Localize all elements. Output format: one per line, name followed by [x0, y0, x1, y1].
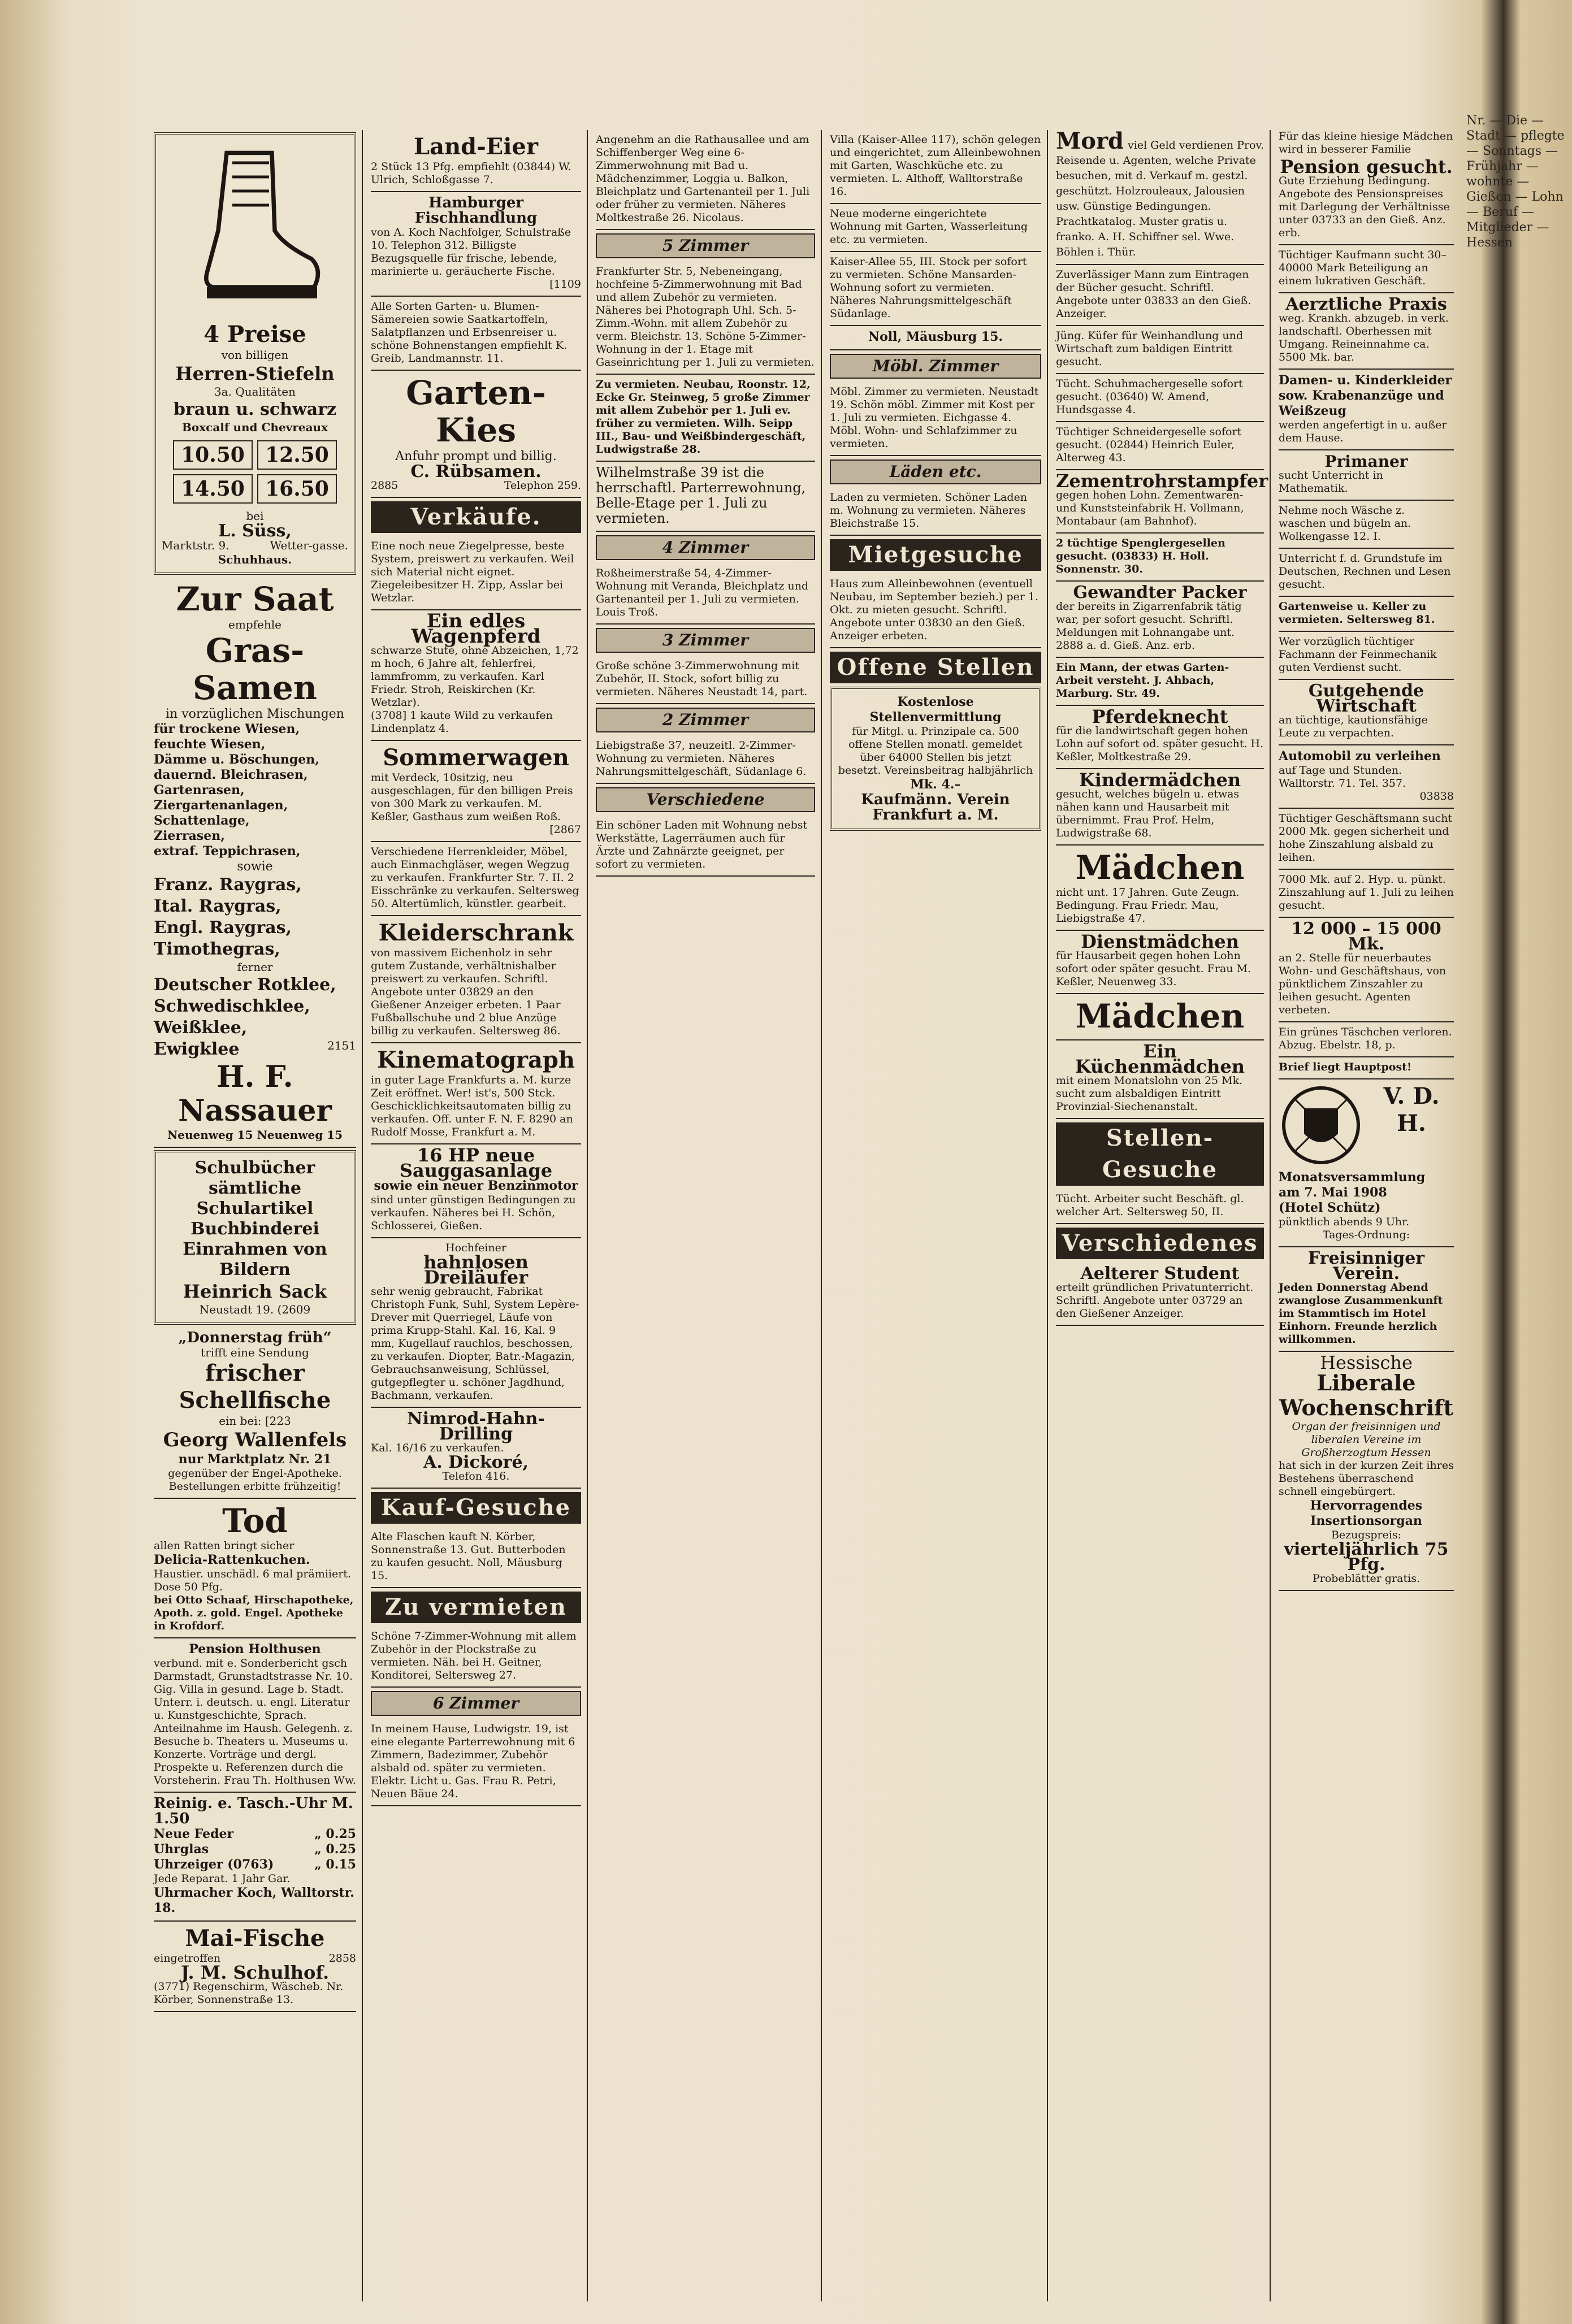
seed-type-0: Franz. Raygras,	[154, 875, 302, 895]
kleider-body: von massivem Eichenholz in sehr gutem Zustande, verhältnishalber preiswert zu verkaufen. Schriftl. Angebote unter 03829 an den Gießener Anzeiger erbeten. 1 Paar Fußballschuhe und 2 blue Anzüge billig zu verkaufen. Seltersweg 86.	[371, 947, 561, 1037]
fish-bei-row	[154, 1414, 356, 1428]
waesche-ad: Nehme noch Wäsche z. waschen und bügeln an. Wolkengasse 12. I.	[1279, 501, 1454, 549]
kueche-ad	[1056, 1040, 1264, 1119]
column-6	[1273, 130, 1460, 2301]
tod-ad	[154, 1499, 356, 1638]
press-ad: Eine noch neue Ziegelpresse, beste System, preiswert zu verkaufen. Weil sich Material nicht eignet. Ziegeleibesitzer H. Zipp, Asslar bei Wetzlar.	[371, 536, 581, 610]
school-ad	[154, 1150, 356, 1325]
sommerwagen-code: [2867	[549, 823, 581, 836]
z3-body: Große schöne 3-Zimmerwohnung mit Zubehör, II. Stock, sofort billig zu vermieten. Näheres Neustadt 14, part.	[596, 656, 815, 704]
kino-ad	[371, 1043, 581, 1144]
stellen-body: Tücht. Arbeiter sucht Beschäft. gl. welcher Art. Seltersweg 50, II.	[1056, 1189, 1264, 1224]
kinder-title: Kindermädchen	[1079, 769, 1241, 791]
dienst-body: für Hausarbeit gegen hohen Lohn sofort oder später gesucht. Frau M. Keßler, Neuenweg 33.	[1056, 949, 1251, 988]
boot-shop: L. Süss,	[218, 521, 292, 541]
kaufm-title: Kostenlose Stellenvermittlung	[869, 695, 1002, 725]
big-money-title: 12 000 – 15 000 Mk.	[1291, 919, 1441, 954]
hessische-probe: Probeblätter gratis.	[1313, 1572, 1420, 1585]
seed-title: Zur Saat	[176, 580, 334, 618]
seed-recommend: empfehle	[228, 618, 282, 631]
tod-body: Haustier. unschädl. 6 mal prämiiert. Dose 50 Pfg.	[154, 1568, 351, 1593]
tod-sellers: bei Otto Schaaf, Hirschapotheke, Apoth. z. gold. Engel. Apotheke in Krofdorf.	[154, 1594, 354, 1632]
mord-title: Mord	[1056, 130, 1124, 154]
school-name: Heinrich Sack	[183, 1281, 327, 1302]
kinder-ad	[1056, 769, 1264, 846]
horse-ad	[371, 610, 581, 741]
seed-line-3: Dämme u. Böschungen,	[154, 752, 319, 767]
school-line-0: Schulbücher	[194, 1158, 315, 1178]
packer-ad	[1056, 582, 1264, 658]
vdh-date: am 7. Mai 1908	[1279, 1185, 1387, 1200]
geld-ad: Tüchtiger Geschäftsmann sucht 2000 Mk. gegen sicherheit und hohe Zinszahlung alsbald zu leihen.	[1279, 809, 1454, 870]
seed-line-0: in vorzüglichen Mischungen	[166, 707, 344, 721]
fishshop-body: von A. Koch Nachfolger, Schulstraße 10. Telephon 312. Billigste Bezugsquelle für frische, lebende, marinierte u. geräucherte Fische.	[371, 226, 571, 278]
gas-ad	[371, 1144, 581, 1238]
praxis-body: weg. Krankh. abzugeb. in verk. landschaftl. Oberhessen mit Umgang. Reineinnahme ca. 5500 Mk. bar.	[1279, 312, 1449, 363]
damen-body: werden angefertigt in u. außer dem Hause.	[1279, 419, 1447, 444]
section-laden: Läden etc.	[830, 459, 1041, 484]
seed-line-7: Schattenlage,	[154, 813, 250, 828]
tod-product: Delicia-Rattenkuchen.	[154, 1553, 310, 1567]
clock-ad	[154, 1793, 356, 1922]
maedchen2-title: Mädchen	[1075, 997, 1245, 1035]
boot-addr-right: Wetter-gasse.	[270, 539, 348, 552]
vermieten-body: Schöne 7-Zimmer-Wohnung mit allem Zubehör in der Plockstraße zu vermieten. Näh. bei H. Geitner, Konditorei, Seltersweg 27.	[371, 1627, 581, 1688]
fishshop-ad	[371, 192, 581, 297]
rooms-ad: Kaiser-Allee 55, III. Stock per sofort zu vermieten. Schöne Mansarden-Wohnung sofort zu vermieten. Näheres Nahrungsmittelgeschäft Südanlage.	[830, 252, 1041, 326]
drilling-ad	[371, 1408, 581, 1489]
c6-top: Für das kleine hiesige Mädchen wird in besserer Familie	[1279, 130, 1453, 155]
student-ad	[1056, 1263, 1264, 1326]
clock-note: Jede Reparat. 1 Jahr Gar.	[154, 1872, 291, 1885]
boot-title: 4 Preise	[203, 321, 306, 348]
fishshop-code: [1109	[549, 278, 581, 290]
zement-title: Zementrohrstampfer	[1056, 470, 1268, 492]
clock-row-0-label: Neue Feder	[154, 1827, 234, 1841]
primaner-ad	[1279, 450, 1454, 501]
boot-ad	[154, 132, 356, 575]
kaufm-ad	[830, 687, 1041, 831]
auto-code: 03838	[1419, 790, 1454, 803]
seed-clover-2: Weißklee,	[154, 1018, 248, 1038]
wilhelm-ad: Wilhelmstraße 39 ist die herrschaftl. Parterrewohnung, Belle-Etage per 1. Juli zu vermieten.	[596, 462, 815, 532]
mord-ad	[1056, 130, 1264, 265]
big-money-body: an 2. Stelle für neuerbautes Wohn- und Geschäftshaus, von pünktlichem Zinszahler zu leihen gesucht. Agenten verbeten.	[1279, 952, 1447, 1016]
seed-line-8: Zierrasen,	[154, 829, 225, 843]
verein-ad	[1279, 1247, 1454, 1352]
column-5	[1050, 130, 1271, 2301]
misc-sales-ad: Verschiedene Herrenkleider, Möbel, auch Einmachgläser, wegen Wegzug zu verkaufen. Frankfurter Str. 7. II. 2 Eisschränke zu verkaufen. Seltersweg 50. Altertümlich, künstler. gearbeit.	[371, 842, 581, 916]
vdh-agenda: Tages-Ordnung:	[1322, 1229, 1410, 1241]
auto-ad	[1279, 745, 1454, 809]
wer-ad: Wer vorzüglich tüchtiger Fachmann der Feinmechanik guten Verdienst sucht.	[1279, 632, 1454, 680]
maifish-title: Mai-Fische	[185, 1925, 325, 1952]
hyp-ad: 7000 Mk. auf 2. Hyp. u. pünkt. Zinszahlung auf 1. Juli zu leihen gesucht.	[1279, 870, 1454, 918]
clock-row-2-label: Uhrzeiger (0763)	[154, 1857, 274, 1872]
kueche-body: mit einem Monatslohn von 25 Mk. sucht zum alsbaldigen Eintritt Provinzial-Siechenanstalt.	[1056, 1074, 1243, 1113]
post-ad: Brief liegt Hauptpost!	[1279, 1057, 1454, 1079]
kauf-body: Alte Flaschen kauft N. Körber, Sonnenstraße 13. Gut. Butterboden zu kaufen gesucht. Noll, Mäusburg 15.	[371, 1527, 581, 1588]
seed-line-1: für trockene Wiesen,	[154, 722, 300, 736]
vdh-sub: Monatsversammlung	[1279, 1170, 1426, 1185]
ahbach-ad: Ein Mann, der etwas Garten-Arbeit versteht. J. Ahbach, Marburg. Str. 49.	[1056, 658, 1264, 706]
fish-name: Georg Wallenfels	[163, 1429, 347, 1451]
seed-line-5: Gartenrasen,	[154, 783, 245, 797]
eggs-title: Land-Eier	[414, 133, 538, 160]
hessische-body: hat sich in der kurzen Zeit ihres Bestehens überraschend schnell eingebürgert.	[1279, 1459, 1454, 1498]
section-5zimmer: 5 Zimmer	[596, 233, 815, 258]
seed-type-2: Engl. Raygras,	[154, 918, 292, 938]
school-addr: Neustadt 19.	[199, 1303, 274, 1316]
schuh-ad: Tücht. Schuhmachergeselle sofort gesucht. (03640) W. Amend, Hundsgasse 4.	[1056, 374, 1264, 422]
unterricht-ad: Unterricht f. d. Grundstufe im Deutschen, Rechnen und Lesen gesucht.	[1279, 549, 1454, 597]
drilling-phone: Telefon 416.	[442, 1470, 510, 1482]
maedchen2-ad	[1056, 994, 1264, 1040]
versch-body: Ein schöner Laden mit Wohnung nebst Werkstätte, Lagerräumen auch für Ärzte und Zahnärzte geeignet, per sofort zu vermieten.	[596, 816, 815, 877]
wirtschaft-body: an tüchtige, kautionsfähige Leute zu verpachten.	[1279, 714, 1428, 739]
zimmer6-body: In meinem Hause, Ludwigstr. 19, ist eine elegante Parterrewohnung mit 6 Zimmern, Badezimmer, Zubehör alsbald od. später zu vermieten. Elektr. Licht u. Gas. Frau R. Petri, Neuen Bäue 24.	[371, 1719, 581, 1806]
schneider-ad: Tüchtiger Schneidergeselle sofort gesucht. (02844) Heinrich Euler, Alterweg 43.	[1056, 422, 1264, 470]
fish-item: frischer Schellfische	[179, 1360, 331, 1414]
hessische-price: vierteljährlich 75 Pfg.	[1284, 1540, 1449, 1575]
horse-title: Ein edles Wagenpferd	[411, 610, 541, 648]
adjacent-page-edge: Nr. — Die — Stadt — pflegte — Sonntags — Frühjahr — wohnte — Gießen — Lohn — Beruf — Mitglieder — Hessen	[1466, 114, 1565, 250]
section-moebl: Möbl. Zimmer	[830, 354, 1041, 379]
boot-addr-left: Marktstr. 9.	[162, 539, 229, 552]
seed-line-6: Ziergartenanlagen,	[154, 798, 288, 813]
boot-colors: braun u. schwarz	[173, 400, 337, 419]
verein-body: Jeden Donnerstag Abend zwanglose Zusammenkunft im Stammtisch im Hotel Einhorn. Freunde herzlich willkommen.	[1279, 1281, 1443, 1346]
section-offene: Offene Stellen	[830, 652, 1041, 683]
gas-title: 16 HP neue Sauggasanlage	[399, 1144, 553, 1181]
mann-ad: Zuverlässiger Mann zum Eintragen der Bücher gesucht. Schriftl. Angebote unter 03833 an den Gieß. Anzeiger.	[1056, 265, 1264, 326]
fish-bei: ein bei:	[219, 1414, 262, 1428]
primaner-body: sucht Unterricht in Mathematik.	[1279, 469, 1383, 495]
pferde-ad	[1056, 706, 1264, 769]
maedchen1-title: Mädchen	[1075, 848, 1245, 887]
fishshop-title: Hamburger Fischhandlung	[414, 194, 538, 227]
spengler-ad: 2 tüchtige Spenglergesellen gesucht. (03833) H. Holl. Sonnenstr. 30.	[1056, 534, 1264, 582]
auto-body: auf Tage und Stunden. Walltorstr. 71. Tel. 357.	[1279, 764, 1406, 790]
seed-line-2: feuchte Wiesen,	[154, 737, 266, 752]
kies-ad	[371, 371, 581, 498]
drilling-body: Kal. 16/16 zu verkaufen.	[371, 1442, 504, 1454]
kinder-body: gesucht, welches bügeln u. etwas nähen kann und Hausarbeit mit übernimmt. Frau Prof. Helm, Ludwigstraße 68.	[1056, 788, 1240, 839]
kies-code: 2885	[371, 479, 399, 492]
fish-ad	[154, 1327, 356, 1499]
pension6-title: Pension gesucht.	[1280, 156, 1453, 177]
seipp-ad: Zu vermieten. Neubau, Roonstr. 12, Ecke Gr. Steinweg, 5 große Zimmer mit allem Zubehör per 1. Juli ev. früher zu vermieten. Wilh. Seipp III., Bau- und Weißbindergeschäft, Ludwigstraße 28.	[596, 375, 815, 462]
z2-body: Liebigstraße 37, neuzeitl. 2-Zimmer-Wohnung zu vermieten. Näheres Nahrungsmittelgeschäft, Südanlage 6.	[596, 736, 815, 784]
miet-body: Haus zum Alleinbewohnen (eventuell Neubau, im September bezieh.) per 1. Okt. zu mieten gesucht. Schriftl. Angebote unter 03830 an den Gieß. Anzeiger erbeten.	[830, 574, 1041, 648]
z5-body: Frankfurter Str. 5, Nebeneingang, hochfeine 5-Zimmerwohnung mit Bad und allem Zubehör zu vermieten. Näheres bei Photograph Uhl. Sch. 5-Zimm.-Wohn. mit allem Zubehör zu verm. Bleichstr. 13. Schöne 5-Zimmer-Wohnung in der 1. Etage mit Gaseinrichtung per 1. Juli zu vermieten.	[596, 262, 815, 375]
boot-quality: 3a. Qualitäten	[214, 385, 296, 398]
gartenweise-ad: Gartenweise u. Keller zu vermieten. Seltersweg 81.	[1279, 597, 1454, 632]
draisine-ad	[371, 1238, 581, 1408]
kies-name: C. Rübsamen.	[410, 462, 542, 482]
wirtschaft-ad	[1279, 680, 1454, 745]
kleider-ad	[371, 916, 581, 1043]
seed-type-1: Ital. Raygras,	[154, 896, 282, 916]
maifish-name: J. M. Schulhof.	[180, 1962, 330, 1983]
praxis-ad	[1279, 293, 1454, 370]
kino-body: in guter Lage Frankfurts a. M. kurze Zeit eröffnet. Wer! ist's, 500 Stck. Geschicklichkeitsautomaten billig zu verkaufen. Off. unter F. N. F. 8290 an Rudolf Mosse, Frankfurt a. M.	[371, 1074, 573, 1138]
school-addr-row	[162, 1303, 348, 1317]
section-kauf: Kauf-Gesuche	[371, 1492, 581, 1524]
school-code: (2609	[277, 1303, 311, 1316]
fish-code: [223	[265, 1414, 291, 1428]
hessische-organ: Organ der freisinnigen und liberalen Vereine im Großherzogtum Hessen	[1292, 1420, 1441, 1459]
garden-seeds-ad: Alle Sorten Garten- u. Blumen-Sämereien sowie Saatkartoffeln, Salatpflanzen und Erbsenreiser u. schöne Bohnenstangen empfiehlt K. Greib, Landmannstr. 11.	[371, 297, 581, 371]
school-line-2: Buchbinderei	[190, 1219, 319, 1239]
verein-title: Freisinniger Verein.	[1307, 1248, 1425, 1284]
pension-title: Pension Holthusen	[189, 1642, 321, 1657]
pension6-ad	[1279, 156, 1454, 245]
vdh-ad	[1279, 1079, 1454, 1247]
column-3	[590, 130, 822, 2301]
packer-title: Gewandter Packer	[1073, 583, 1247, 602]
sommerwagen-ad	[371, 741, 581, 842]
school-line-1: sämtliche Schulartikel	[196, 1178, 314, 1219]
section-miet: Mietgesuche	[830, 539, 1041, 571]
drilling-title: Nimrod-Hahn-Drilling	[407, 1409, 545, 1444]
hessische-title: Liberale Wochenschrift	[1279, 1370, 1453, 1420]
seed-type-3: Timothegras,	[154, 939, 280, 959]
eggs-ad	[371, 130, 581, 192]
section-vermieten: Zu vermieten	[371, 1592, 581, 1623]
pferde-body: für die landwirtschaft gegen hohen Lohn auf sofort od. später gesucht. H. Keßler, Moltkestraße 29.	[1056, 725, 1264, 763]
kaufm-body: für Mitgl. u. Prinzipale ca. 500 offene Stellen monatl. gemeldet über 64000 Stellen bis jetzt besetzt. Vereinsbeitrag halbjährlich	[838, 725, 1033, 777]
kueche-title: Ein Küchenmädchen	[1075, 1040, 1245, 1077]
kleider-title: Kleiderschrank	[378, 920, 574, 946]
clock-row-0-price: „ 0.25	[314, 1827, 356, 1841]
horse-tail: (3708] 1 kaute Wild zu verkaufen Lindenplatz 4.	[371, 709, 553, 735]
wirtschaft-title: Gutgehende Wirtschaft	[1308, 681, 1424, 716]
nassauer-name: H. F. Nassauer	[178, 1060, 332, 1128]
primaner-title: Primaner	[1324, 452, 1408, 471]
fish-trifft: trifft eine Sendung	[201, 1346, 309, 1359]
boot-brand: Schuhhaus.	[218, 553, 292, 566]
clock-row-0	[154, 1827, 356, 1842]
hessische-pre: Hessische	[1320, 1352, 1413, 1373]
section-verschiedene: Verschiedene	[596, 787, 815, 812]
clock-row-1-label: Uhrglas	[154, 1842, 209, 1857]
clock-row-1	[154, 1842, 356, 1857]
seed-clover-3: Ewigklee	[154, 1039, 240, 1059]
jung-ad: Jüng. Küfer für Weinhandlung und Wirtschaft zum baldigen Eintritt gesucht.	[1056, 326, 1264, 374]
vdh-title: V. D. H.	[1383, 1083, 1440, 1137]
maifish-ad	[154, 1922, 356, 2012]
praxis-title: Aerztliche Praxis	[1285, 294, 1447, 314]
seed-ferner: ferner	[237, 960, 273, 974]
student-body: erteilt gründlichen Privatunterricht. Schriftl. Angebote unter 03729 an den Gießener Anzeiger.	[1056, 1281, 1254, 1320]
section-4zimmer: 4 Zimmer	[596, 535, 815, 560]
kino-title: Kinematograph	[377, 1047, 575, 1073]
z4-body: Roßheimerstraße 54, 4-Zimmer-Wohnung mit Veranda, Bleichplatz und Gartenanteil per 1. Juli zu vermieten. Louis Troß.	[596, 563, 815, 625]
seed-line-9: extraf. Teppichrasen,	[154, 844, 301, 859]
boot-sub: von billigen	[221, 348, 289, 362]
pferde-title: Pferdeknecht	[1092, 706, 1228, 727]
section-2zimmer: 2 Zimmer	[596, 708, 815, 732]
kies-phone: Telephon 259.	[504, 479, 581, 492]
sommerwagen-title: Sommerwagen	[383, 744, 569, 771]
drilling-name: A. Dickoré,	[423, 1452, 529, 1472]
seed-clover-0: Deutscher Rotklee,	[154, 975, 336, 995]
villa-ad: Villa (Kaiser-Allee 117), schön gelegen und eingerichtet, zum Alleinbewohnen mit Garten, Waschküche etc. zu vermieten. L. Althoff, Walltorstraße 16.	[830, 130, 1041, 204]
pension-ad	[154, 1638, 356, 1793]
mord-body: viel Geld verdienen Prov. Reisende u. Agenten, welche Private besuchen, mit d. Verkauf m. gestzl. geschützt. Holzrouleaux, Jalousien usw. Günstige Bedingungen. Prachtkatalog. Muster gratis u. franko. A. H. Schiffner sel. Wwe. Böhlen i. Thür.	[1056, 139, 1264, 258]
section-versch: Verschiedenes	[1056, 1228, 1264, 1259]
clock-shop: Uhrmacher Koch, Walltorstr. 18.	[154, 1885, 354, 1915]
column-4	[824, 130, 1048, 2301]
column-2	[365, 130, 588, 2301]
dienst-title: Dienstmädchen	[1081, 931, 1239, 952]
kaufm-city: Frankfurt a. M.	[872, 807, 999, 823]
horse-body: schwarze Stute, ohne Abzeichen, 1,72 m hoch, 6 Jahre alt, fehlerfrei, lammfromm, zu verkaufen. Karl Friedr. Stroh, Reiskirchen (Kr. Wetzlar).	[371, 644, 579, 709]
packer-body: der bereits in Zigarrenfabrik tätig war, per sofort gesucht. Schriftl. Meldungen mit Lohnangabe unt. 2888 a. d. Gieß. Anz. erb.	[1056, 600, 1242, 652]
maifish-sub: eingetroffen	[154, 1952, 221, 1965]
nassauer-addr: Neuenweg 15 Neuenweg 15	[167, 1128, 343, 1142]
lost-ad: Ein grünes Täschchen verloren. Abzug. Ebelstr. 18, p.	[1279, 1022, 1454, 1057]
eggs-body: 2 Stück 13 Pfg. empfiehlt (03844) W. Ulrich, Schloßgasse 7.	[371, 161, 571, 186]
boot-product: Herren-Stiefeln	[175, 363, 335, 384]
maifish-tail: (3771) Regenschirm, Wäscheb. Nr. Körber, Sonnenstraße 13.	[154, 1980, 344, 2006]
kaufm-org: Kaufmänn. Verein	[861, 791, 1010, 808]
pension-body: verbund. mit e. Sonderbericht gsch Darmstadt, Grunstadtstrasse Nr. 10. Gig. Villa in gesund. Lage b. Stadt. Unterr. i. deutsch. u. engl. Literatur u. Kunstgeschichte, Sprach. Anteilnahme im Haush. Gelegenh. z. Besuche b. Theaters u. Museums u. Konzerte. Vorträge und dergl. Prospekte u. Referenzen durch die Vorsteherin. Frau Th. Holthusen Ww.	[154, 1657, 356, 1787]
fish-addr: nur Marktplatz Nr. 21	[178, 1452, 332, 1467]
price-1: 10.50	[173, 440, 253, 470]
fish-lead: „Donnerstag früh“	[178, 1329, 332, 1346]
top-flat-ad: Angenehm an die Rathausallee und am Schiffenberger Weg eine 6-Zimmerwohnung mit Bad u. Mädchenzimmer, Loggia u. Balkon, Bleichplatz und Gartenanteil per 1. Juli oder früher zu vermieten. Näheres Moltkestraße 26. Nicolaus.	[596, 130, 815, 230]
hessische-ad	[1279, 1352, 1454, 1591]
seed-line-4: dauernd. Bleichrasen,	[154, 768, 308, 782]
sommerwagen-body: mit Verdeck, 10sitzig, neu ausgeschlagen, für den billigen Preis von 300 Mark zu verkaufen. M. Keßler, Gasthaus zum weißen Roß.	[371, 771, 573, 823]
tod-title: Tod	[222, 1502, 288, 1540]
big-money-ad	[1279, 918, 1454, 1022]
draisine-body: sehr wenig gebraucht, Fabrikat Christoph Funk, Suhl, System Lepère-Drever mit Querriegel, Läufe von prima Krupp-Stahl. Kal. 16, Kal. 9 mm, Kugellauf rauchlos, beschossen, zu verkaufen. Diopter, Batr.-Magazin, Gebrauchsanweisung, Schlüssel, gutgepflegter u. schöner Jagdhund, Bachmann, verkaufen.	[371, 1285, 579, 1402]
student-title: Aelterer Student	[1080, 1264, 1240, 1284]
kaufmann-ad: Tüchtiger Kaufmann sucht 30–40000 Mark Beteiligung an einem lukrativen Geschäft.	[1279, 245, 1454, 293]
price-grid	[173, 440, 337, 504]
column-1	[148, 130, 363, 2301]
seed-line-10: sowie	[237, 860, 273, 874]
coat-of-arms-icon	[1279, 1083, 1363, 1168]
maedchen1-body: nicht unt. 17 Jahren. Gute Zeugn. Bedingung. Frau Friedr. Mau, Liebigstraße 47.	[1056, 886, 1240, 925]
vdh-time: pünktlich abends 9 Uhr.	[1279, 1216, 1410, 1228]
draisine-title: hahnlosen Dreiläufer	[423, 1251, 529, 1288]
clock-row-2-price: „ 0.15	[314, 1857, 356, 1872]
section-stellen: Stellen-Gesuche	[1056, 1122, 1264, 1186]
price-4: 16.50	[257, 474, 337, 504]
kies-title: Garten-Kies	[406, 374, 546, 449]
maifish-code: 2858	[328, 1952, 356, 1965]
hessische-price-label: Bezugspreis:	[1331, 1529, 1402, 1541]
tod-lead: allen Ratten bringt sicher	[154, 1540, 295, 1552]
moebl-body: Möbl. Zimmer zu vermieten. Neustadt 19. Schön möbl. Zimmer mit Kost per 1. Juli zu vermieten. Eichgasse 4. Möbl. Wohn- und Schlafzimmer zu vermieten.	[830, 382, 1041, 456]
boot-bei: bei	[246, 509, 264, 523]
pension6-body: Gute Erziehung Bedingung. Angebote des Pensionspreises mit Darlegung der Verhältnisse unter 03733 an den Gieß. Anz. erb.	[1279, 175, 1450, 239]
eleg-ad: Neue moderne eingerichtete Wohnung mit Garten, Wasserleitung etc. zu vermieten.	[830, 204, 1041, 252]
seed-clover-last	[154, 1039, 356, 1060]
clock-row-1-price: „ 0.25	[314, 1842, 356, 1857]
clock-row-2	[154, 1857, 356, 1872]
seed-clover-1: Schwedischklee,	[154, 996, 310, 1016]
price-3: 14.50	[173, 474, 253, 504]
dienst-ad	[1056, 931, 1264, 994]
price-2: 12.50	[257, 440, 337, 470]
school-line-3: Einrahmen von Bildern	[183, 1239, 327, 1280]
auto-title: Automobil zu verleihen	[1279, 749, 1441, 764]
hessische-ins: Hervorragendes Insertionsorgan	[1310, 1498, 1423, 1528]
zement-body: gegen hohen Lohn. Zementwaren- und Kunststeinfabrik H. Vollmann, Montabaur (am Bahnhof).	[1056, 489, 1244, 527]
seed-ad	[154, 577, 356, 1148]
section-verkaeufe: Verkäufe.	[371, 501, 581, 533]
hochfeiner: Hochfeiner	[445, 1242, 506, 1254]
zement-ad	[1056, 470, 1268, 534]
maedchen1-ad	[1056, 846, 1264, 931]
gas-body: sowie ein neuer Benzinmotor	[374, 1178, 578, 1193]
vdh-place: (Hotel Schütz)	[1279, 1200, 1381, 1215]
boot-icon	[181, 146, 328, 315]
section-6zimmer: 6 Zimmer	[371, 1691, 581, 1716]
damen-ad	[1279, 370, 1454, 450]
damen-title: Damen- u. Kinderkleider sow. Krabenanzüge und Weißzeug	[1279, 373, 1452, 418]
fish-note: gegenüber der Engel-Apotheke. Bestellungen erbitte frühzeitig!	[168, 1467, 342, 1493]
gas-tail: sind unter günstigen Bedingungen zu verkaufen. Näheres bei H. Schön, Schlosserei, Gießen.	[371, 1194, 576, 1232]
clock-title: Reinig. e. Tasch.-Uhr M. 1.50	[154, 1795, 353, 1827]
kaufm-fee: Mk. 4.–	[910, 777, 961, 792]
seed-main: Gras-Samen	[193, 631, 317, 707]
seed-code: 2151	[327, 1039, 356, 1052]
noll-ad: Noll, Mäusburg 15.	[830, 326, 1041, 350]
section-3zimmer: 3 Zimmer	[596, 628, 815, 653]
boot-leather: Boxcalf und Chevreaux	[182, 420, 328, 434]
kies-sub: Anfuhr prompt und billig.	[395, 449, 557, 463]
laden-body: Laden zu vermieten. Schöner Laden m. Wohnung zu vermieten. Näheres Bleichstraße 15.	[830, 488, 1041, 536]
